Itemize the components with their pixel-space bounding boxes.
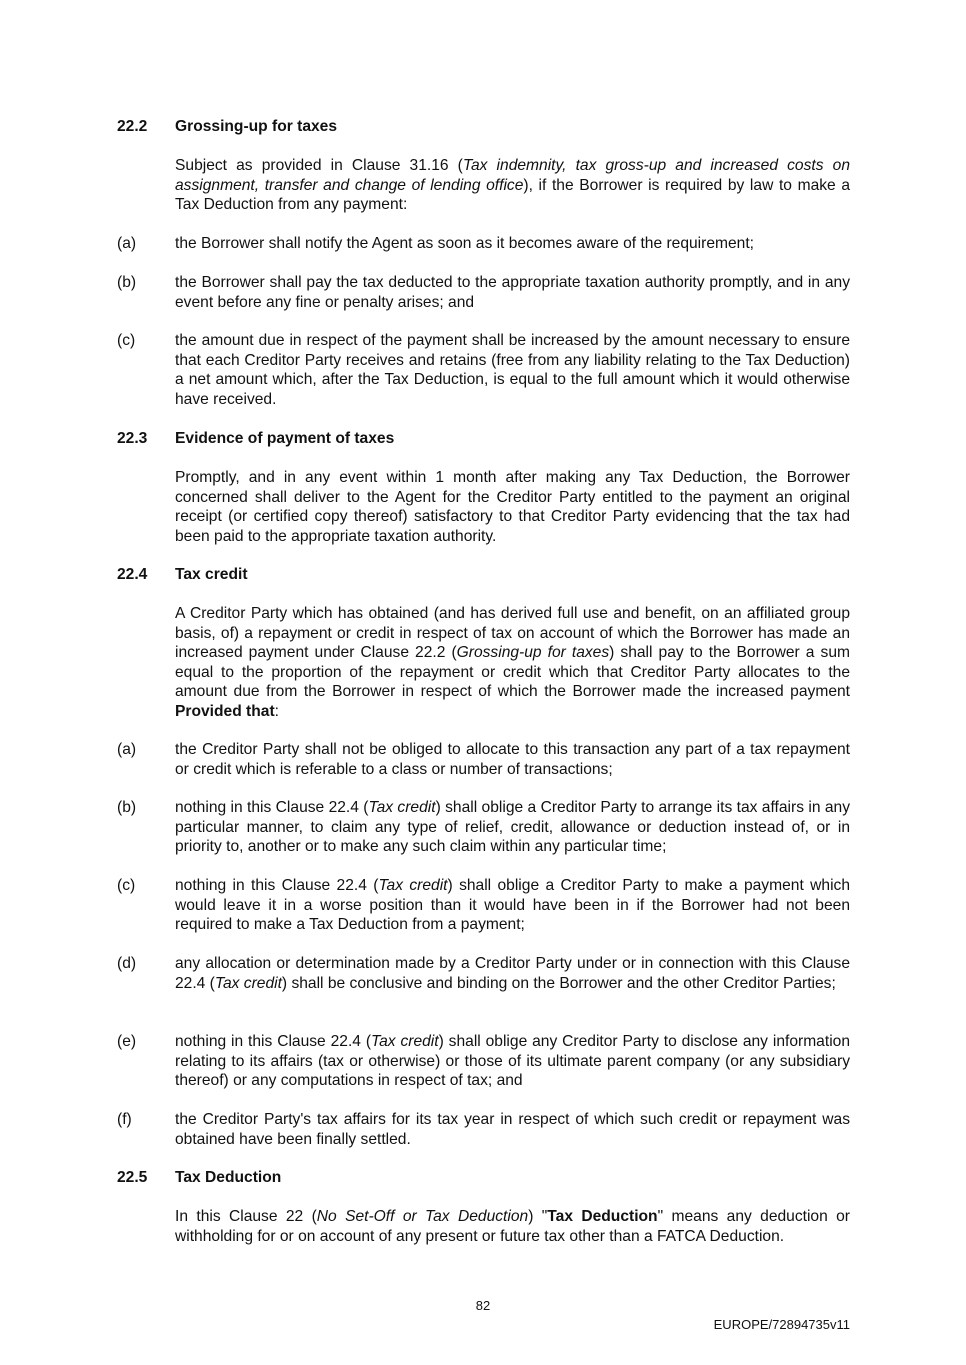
section-title: Evidence of payment of taxes [175, 430, 395, 447]
list-item-label: (c) [117, 877, 136, 894]
section-title: Tax Deduction [175, 1169, 282, 1186]
list-item-text: the Creditor Party shall not be obliged to allocate to this transaction any part of a tax repayment or credit which is referable to a class or number of transactions; [175, 741, 850, 778]
section-title: Grossing-up for taxes [175, 118, 338, 135]
page-number: 82 [475, 1298, 491, 1313]
section-paragraph: In this Clause 22 (No Set-Off or Tax Deduction) "Tax Deduction" means any deduction or withholding for or on account of any present or future tax other than a FATCA Deduction. [175, 1208, 850, 1245]
list-item-label: (e) [117, 1033, 137, 1050]
section-paragraph: Subject as provided in Clause 31.16 (Tax indemnity, tax gross-up and increased costs on assignment, transfer and change of lending office), if the Borrower is required by law to make a Tax Deduction from any payment: [175, 157, 851, 214]
list-item-label: (f) [117, 1111, 132, 1128]
list-item-label: (b) [117, 274, 137, 291]
section-paragraph: Promptly, and in any event within 1 month after making any Tax Deduction, the Borrower concerned shall deliver to the Agent for the Creditor Party entitled to the payment an original receipt (or certified copy thereof) satisfactory to that Creditor Party evidencing that the tax had been paid to the appropriate taxation authority. [175, 469, 850, 545]
list-item-text: nothing in this Clause 22.4 (Tax credit) shall oblige any Creditor Party to disclose any information relating to its affairs (tax or otherwise) or those of its ultimate parent company (or any subsidiary thereof) or any computations in respect of tax; and [175, 1033, 850, 1090]
list-item-text: the Borrower shall pay the tax deducted to the appropriate taxation authority promptly, and in any event before any fine or penalty arises; and [175, 274, 850, 311]
list-item-text: nothing in this Clause 22.4 (Tax credit) shall oblige a Creditor Party to make a payment which would leave it in a worse position than it would have been in if the Borrower had not been required to make a Tax Deduction from a payment; [175, 877, 851, 934]
section-number: 22.2 [117, 118, 148, 135]
list-item-label: (a) [117, 235, 137, 252]
list-item-text: the amount due in respect of the payment shall be increased by the amount necessary to ensure that each Creditor Party receives and retains (free from any liability relating to the Tax Deduction) a net amount which, after the Tax Deduction, is equal to the full amount which it would otherwise have received. [175, 332, 850, 408]
section-title: Tax credit [175, 566, 248, 583]
document-reference: EUROPE/72894735v11 [713, 1317, 850, 1332]
list-item-text: any allocation or determination made by a Creditor Party under or in connection with this Clause 22.4 (Tax credit) shall be conclusive and binding on the Borrower and the other Creditor Parties; [175, 955, 850, 992]
section-number: 22.3 [117, 430, 148, 447]
section-number: 22.5 [117, 1169, 148, 1186]
list-item-text: nothing in this Clause 22.4 (Tax credit) shall oblige a Creditor Party to arrange its tax affairs in any particular manner, to claim any type of relief, credit, allowance or deduction instead of, or in priority to, another or to make any such claim within any particular time; [175, 799, 851, 856]
list-item-label: (a) [117, 741, 137, 758]
section-number: 22.4 [117, 566, 148, 583]
list-item-label: (d) [117, 955, 137, 972]
list-item-text: the Borrower shall notify the Agent as soon as it becomes aware of the requirement; [175, 235, 755, 252]
section-paragraph: A Creditor Party which has obtained (and has derived full use and benefit, on an affiliated group basis, of) a repayment or credit in respect of tax on account of which the Borrower has made an increased payment under Clause 22.2 (Grossing-up for taxes) shall pay to the Borrower a sum equal to the proportion of the repayment or credit which that Creditor Party allocates to the amount due from the Borrower in respect of which the Borrower made the increased payment Provided that: [175, 605, 850, 720]
list-item-text: the Creditor Party's tax affairs for its tax year in respect of which such credit or repayment was obtained have been finally settled. [175, 1111, 850, 1148]
list-item-label: (b) [117, 799, 137, 816]
list-item-label: (c) [117, 332, 136, 349]
